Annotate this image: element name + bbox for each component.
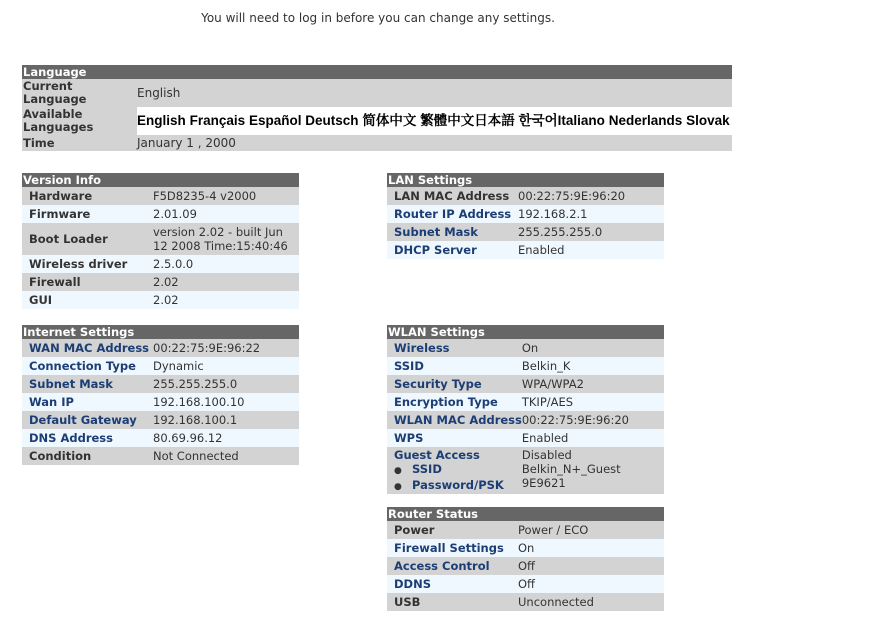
dns-address-link[interactable]: DNS Address: [22, 429, 153, 447]
security-type-link[interactable]: Security Type: [387, 375, 522, 393]
lang-option-slovak[interactable]: Slovak: [686, 113, 730, 128]
firewall-version-value: 2.02: [153, 273, 299, 291]
condition-value: Not Connected: [153, 447, 299, 465]
firmware-value: 2.01.09: [153, 205, 299, 223]
guest-ssid-link[interactable]: SSID: [412, 462, 442, 476]
access-control-link[interactable]: Access Control: [387, 557, 518, 575]
guest-access-value: Disabled: [521, 448, 572, 462]
wireless-value: On: [522, 339, 664, 357]
available-languages-label: Available Languages: [22, 107, 137, 135]
language-options: [137, 107, 732, 135]
version-info-header: Version Info: [22, 173, 299, 187]
guest-access-link[interactable]: Guest Access: [394, 448, 480, 462]
ddns-link[interactable]: DDNS: [387, 575, 518, 593]
router-status-header: Router Status: [387, 507, 664, 521]
ssid-link[interactable]: SSID: [387, 357, 522, 375]
wan-ip-value: 192.168.100.10: [153, 393, 299, 411]
dns-address-value: 80.69.96.12: [153, 429, 299, 447]
login-notice: You will need to log in before you can change any settings.: [201, 11, 555, 25]
wlan-settings-header: WLAN Settings: [387, 325, 664, 339]
connection-type-value: Dynamic: [153, 357, 299, 375]
wps-value: Enabled: [522, 429, 664, 447]
wlan-mac-link[interactable]: WLAN MAC Address: [387, 411, 522, 429]
lang-option-dutch[interactable]: Nederlands: [608, 113, 683, 128]
firewall-version-label: Firewall: [22, 273, 153, 291]
lang-option-english[interactable]: English: [137, 113, 186, 128]
wan-subnet-mask-value: 255.255.255.0: [153, 375, 299, 393]
version-info-table: [22, 173, 299, 309]
language-table: [22, 65, 732, 151]
lan-settings-table: [387, 173, 664, 259]
wan-ip-link[interactable]: Wan IP: [22, 393, 153, 411]
firmware-label: Firmware: [22, 205, 153, 223]
lang-option-french[interactable]: Français: [189, 113, 246, 128]
lan-settings-header: LAN Settings: [387, 173, 664, 187]
connection-type-link[interactable]: Connection Type: [22, 357, 153, 375]
power-label: Power: [387, 521, 518, 539]
wlan-settings-table: [387, 325, 664, 494]
wireless-link[interactable]: Wireless: [387, 339, 522, 357]
guest-psk-link[interactable]: Password/PSK: [412, 478, 504, 492]
gui-version-label: GUI: [22, 291, 153, 309]
boot-loader-value: version 2.02 - built Jun 12 2008 Time:15:40:46: [153, 223, 299, 255]
lan-subnet-mask-link[interactable]: Subnet Mask: [387, 223, 518, 241]
lan-mac-label: LAN MAC Address: [387, 187, 518, 205]
lan-mac-value: 00:22:75:9E:96:20: [518, 187, 664, 205]
lang-option-japanese[interactable]: 日本語: [474, 113, 515, 128]
lang-option-italian[interactable]: Italiano: [557, 113, 605, 128]
encryption-type-link[interactable]: Encryption Type: [387, 393, 522, 411]
wireless-driver-label: Wireless driver: [22, 255, 153, 273]
time-value: January 1 , 2000: [137, 135, 732, 151]
time-label: Time: [22, 135, 137, 151]
guest-access-cell: [387, 447, 522, 494]
hardware-value: F5D8235-4 v2000: [153, 187, 299, 205]
wireless-driver-value: 2.5.0.0: [153, 255, 299, 273]
guest-ssid-value: Belkin_N+_Guest: [521, 462, 621, 476]
guest-psk-value: 9E9621: [521, 476, 566, 490]
lan-subnet-mask-value: 255.255.255.0: [518, 223, 664, 241]
wps-link[interactable]: WPS: [387, 429, 522, 447]
access-control-value: Off: [518, 557, 664, 575]
lang-option-traditional-chinese[interactable]: 繁體中文: [420, 113, 475, 128]
current-language-value: English: [137, 79, 732, 107]
dhcp-server-value: Enabled: [518, 241, 664, 259]
dhcp-server-link[interactable]: DHCP Server: [387, 241, 518, 259]
power-value: Power / ECO: [518, 521, 664, 539]
condition-label: Condition: [22, 447, 153, 465]
router-ip-value: 192.168.2.1: [518, 205, 664, 223]
language-header: Language: [22, 65, 732, 79]
usb-value: Unconnected: [518, 593, 664, 611]
ddns-value: Off: [518, 575, 664, 593]
usb-label: USB: [387, 593, 518, 611]
wan-subnet-mask-link[interactable]: Subnet Mask: [22, 375, 153, 393]
internet-settings-header: Internet Settings: [22, 325, 299, 339]
bullet-icon: ●: [394, 466, 402, 476]
current-language-label: Current Language: [22, 79, 137, 107]
wlan-mac-value: 00:22:75:9E:96:20: [522, 411, 664, 429]
default-gateway-link[interactable]: Default Gateway: [22, 411, 153, 429]
router-status-table: [387, 507, 664, 611]
wan-mac-link[interactable]: WAN MAC Address: [22, 339, 153, 357]
wan-mac-value: 00:22:75:9E:96:22: [153, 339, 299, 357]
lang-option-spanish[interactable]: Español: [248, 113, 302, 128]
firewall-settings-value: On: [518, 539, 664, 557]
security-type-value: WPA/WPA2: [522, 375, 664, 393]
encryption-type-value: TKIP/AES: [522, 393, 664, 411]
internet-settings-table: [22, 325, 299, 465]
gui-version-value: 2.02: [153, 291, 299, 309]
lang-option-simplified-chinese[interactable]: 简体中文: [362, 113, 417, 128]
router-ip-link[interactable]: Router IP Address: [387, 205, 518, 223]
lang-option-german[interactable]: Deutsch: [305, 113, 359, 128]
lang-option-korean[interactable]: 한국어: [518, 113, 558, 128]
bullet-icon: ●: [394, 482, 402, 492]
guest-access-values: [522, 447, 664, 494]
firewall-settings-link[interactable]: Firewall Settings: [387, 539, 518, 557]
hardware-label: Hardware: [22, 187, 153, 205]
ssid-value: Belkin_K: [522, 357, 664, 375]
default-gateway-value: 192.168.100.1: [153, 411, 299, 429]
boot-loader-label: Boot Loader: [22, 223, 153, 255]
